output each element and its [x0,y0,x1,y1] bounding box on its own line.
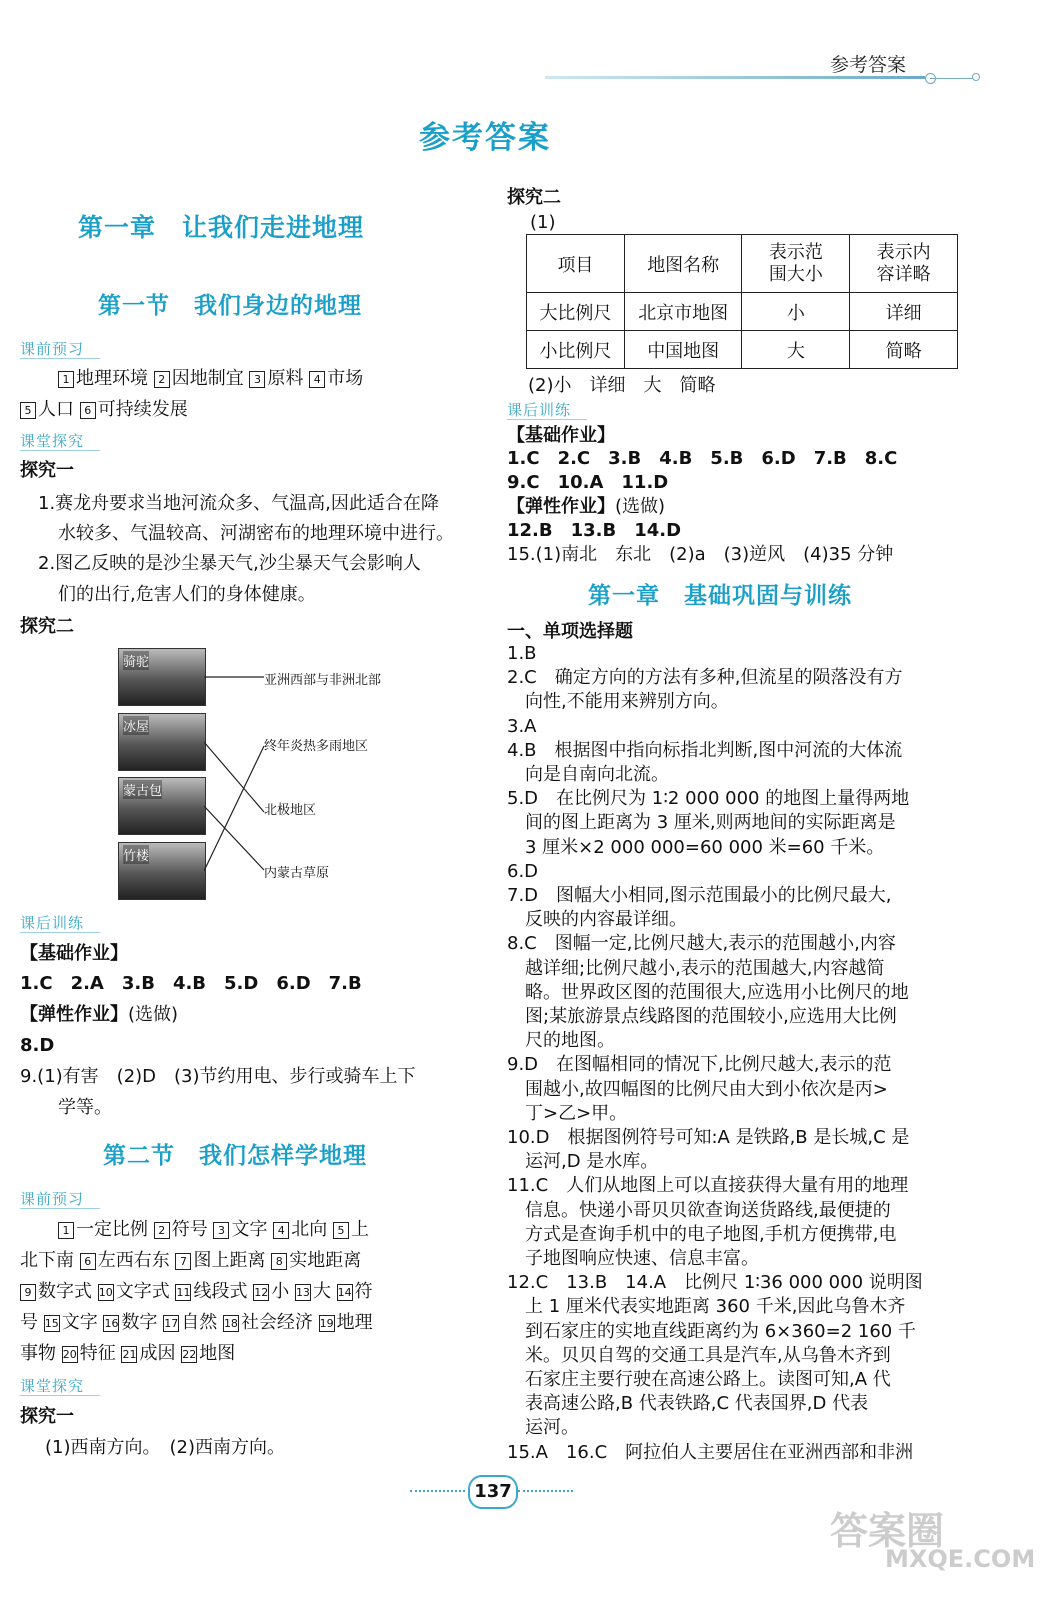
answer-line: 越详细;比例尺越小,表示的范围越大,内容越简 [507,957,885,979]
answer-line: 1.C 2.C 3.B 4.B 5.B 6.D 7.B 8.C [507,448,898,469]
photo-camel: 骑驼 [118,648,206,706]
answer-line: (1)西南方向。 (2)西南方向。 [45,1437,285,1458]
answer-line: 1.赛龙舟要求当地河流众多、气温高,因此适合在降 [38,493,439,514]
answer-line: 3.A [507,715,537,737]
flex-heading: 【弹性作业】(选做) [20,1004,179,1025]
place-label: 内蒙古草原 [264,866,330,881]
tag-underline [507,419,587,420]
header-dot-icon [972,73,980,81]
answer-line: (2)小 详细 大 简略 [528,375,716,396]
scale-comparison-table [526,234,958,369]
table-cell: 小比例尺 [527,331,625,369]
chapter-review-title: 第一章 基础巩固与训练 [588,583,852,609]
answer-line: 9.D 在图幅相同的情况下,比例尺越大,表示的范 [507,1054,892,1076]
tag-after: 课后训练 [20,914,85,932]
answer-line: 反映的内容最详细。 [507,909,687,931]
header-rule [545,76,925,79]
answer-line: 1.C 2.A 3.B 4.B 5.D 6.D 7.B [20,973,362,994]
table-cell: 简略 [850,331,958,369]
tag-underline [20,450,100,451]
section-title: 第一节 我们身边的地理 [98,293,362,319]
answer-line: 12.C 13.B 14.A 比例尺 1∶36 000 000 说明图 [507,1272,923,1294]
answer-line: 11.C 人们从地图上可以直接获得大量有用的地理 [507,1175,909,1197]
photo-igloo: 冰屋 [118,713,206,771]
explore-heading: 探究一 [20,460,74,481]
preview-line: 1 一定比例 2 符号 3 文字 4 北向 5 上 [58,1215,369,1245]
answer-line: 9.C 10.A 11.D [507,472,669,493]
tag-class: 课堂探究 [20,432,85,450]
answer-line: 1.B [507,643,537,664]
watermark-logo: 答案圈 [830,1509,945,1553]
answer-line: 们的出行,危害人们的身体健康。 [58,584,316,605]
tag-class: 课堂探究 [20,1377,85,1395]
tag-after: 课后训练 [507,401,572,419]
answer-line: 8.D [20,1035,55,1056]
place-label: 亚洲西部与非洲北部 [264,673,382,688]
watermark-url: MXQE.COM [885,1545,1036,1573]
answer-line: 表高速公路,B 代表铁路,C 代表国界,D 代表 [507,1393,869,1415]
page-title: 参考答案 [419,120,551,156]
place-label: 终年炎热多雨地区 [264,739,369,754]
answer-line: 12.B 13.B 14.D [507,520,682,541]
answer-line: 运河。 [507,1417,579,1439]
table-header-cell: 表示范 围大小 [742,235,850,293]
answer-line: 上 1 厘米代表实地距离 360 千米,因此乌鲁木齐 [507,1296,906,1318]
preview-line: 9 数字式 10 文字式 11 线段式 12 小 13 大 14 符 [20,1277,373,1307]
answer-line: 略。世界政区图的范围很大,应选用小比例尺的地 [507,981,909,1003]
mc-heading: 一、单项选择题 [507,621,633,642]
answer-line: 2.图乙反映的是沙尘暴天气,沙尘暴天气会影响人 [38,553,421,574]
tag-underline [20,932,100,933]
table-cell: 中国地图 [624,331,742,369]
answer-line: 15.(1)南北 东北 (2)a (3)逆风 (4)35 分钟 [507,544,894,565]
answer-line: 丁>乙>甲。 [507,1102,628,1124]
chapter-title: 第一章 让我们走进地理 [78,213,365,242]
running-header: 参考答案 [830,54,907,76]
answer-line: 向是自南向北流。 [507,764,669,785]
answer-line: 子地图响应快速、信息丰富。 [507,1248,759,1269]
footer-dots [410,1490,465,1492]
preview-line: 5 人口 6 可持续发展 [20,395,188,425]
tag-preview: 课前预习 [20,1190,85,1208]
answer-line: 尺的地图。 [507,1030,615,1052]
preview-line: 号 15 文字 16 数字 17 自然 18 社会经济 19 地理 [20,1312,373,1333]
explore-heading: 探究二 [507,187,561,208]
basic-heading: 【基础作业】 [20,943,128,964]
answer-line: 石家庄主要行驶在高速公路上。读图可知,A 代 [507,1369,891,1390]
answer-line: 7.D 图幅大小相同,图示范围最小的比例尺最大, [507,885,892,906]
explore-heading: 探究一 [20,1406,74,1427]
answer-line: 3 厘米×2 000 000=60 000 米=60 千米。 [507,836,885,858]
table-cell: 大比例尺 [527,293,625,331]
table-header-cell: 表示内 容详略 [850,235,958,293]
table-cell: 大 [742,331,850,369]
tag-underline [20,358,100,359]
answer-line: 10.D 根据图例符号可知:A 是铁路,B 是长城,C 是 [507,1127,910,1148]
answer-line: 米。贝贝自驾的交通工具是汽车,从乌鲁木齐到 [507,1344,891,1366]
answer-line: 围越小,故四幅图的比例尺由大到小依次是丙> [507,1078,888,1100]
answer-line: 4.B 根据图中指向标指北判断,图中河流的大体流 [507,739,903,761]
answer-line: 6.D [507,860,539,882]
tag-underline [20,1395,100,1396]
footer-dots [518,1490,573,1492]
explore-heading: 探究二 [20,616,74,637]
tag-preview: 课前预习 [20,340,85,358]
table-header-cell: 项目 [527,235,625,293]
answer-line: 9.(1)有害 (2)D (3)节约用电、步行或骑车上下 [20,1066,416,1087]
table-cell: 小 [742,293,850,331]
preview-line: 1 地理环境 2 因地制宜 3 原料 4 市场 [58,364,363,394]
place-label: 北极地区 [264,803,317,818]
table-cell: 详细 [850,293,958,331]
answer-line: 8.C 图幅一定,比例尺越大,表示的范围越小,内容 [507,933,896,955]
table-cell: 北京市地图 [624,293,742,331]
photo-yurt: 蒙古包 [118,777,206,835]
table-row [527,293,958,331]
photo-bamboo-house: 竹楼 [118,842,206,900]
preview-line: 北下南 6 左西右东 7 图上距离 8 实地距离 [20,1250,362,1271]
answer-line: 学等。 [58,1097,112,1118]
answer-line: 向性,不能用来辨别方向。 [507,691,729,713]
page-number: 137 [468,1475,518,1509]
basic-heading: 【基础作业】 [507,425,615,446]
answer-line: 信息。快递小哥贝贝欲查询送货路线,最便捷的 [507,1199,891,1221]
table-header-cell: 地图名称 [624,235,742,293]
header-rule-tail [930,78,975,79]
table-row [527,331,958,369]
answer-line: 15.A 16.C 阿拉伯人主要居住在亚洲西部和非洲 [507,1441,914,1463]
answer-line: 2.C 确定方向的方法有多种,但流星的陨落没有方 [507,667,903,689]
answer-line: (1) [530,212,556,233]
flex-heading: 【弹性作业】(选做) [507,496,666,517]
tag-underline [20,1208,100,1209]
answer-line: 5.D 在比例尺为 1∶2 000 000 的地图上量得两地 [507,788,910,810]
answer-line: 方式是查询手机中的电子地图,手机方便携带,电 [507,1223,897,1245]
answer-line: 水较多、气温较高、河湖密布的地理环境中进行。 [58,523,454,544]
answer-line: 图;某旅游景点线路图的范围较小,应选用大比例 [507,1006,897,1027]
section-title: 第二节 我们怎样学地理 [103,1143,367,1169]
answer-line: 到石家庄的实地直线距离约为 6×360=2 160 千 [507,1320,916,1342]
answer-line: 间的图上距离为 3 厘米,则两地间的实际距离是 [507,812,896,834]
preview-line: 事物 20 特征 21 成因 22 地图 [20,1343,236,1364]
answer-line: 运河,D 是水库。 [507,1151,659,1173]
